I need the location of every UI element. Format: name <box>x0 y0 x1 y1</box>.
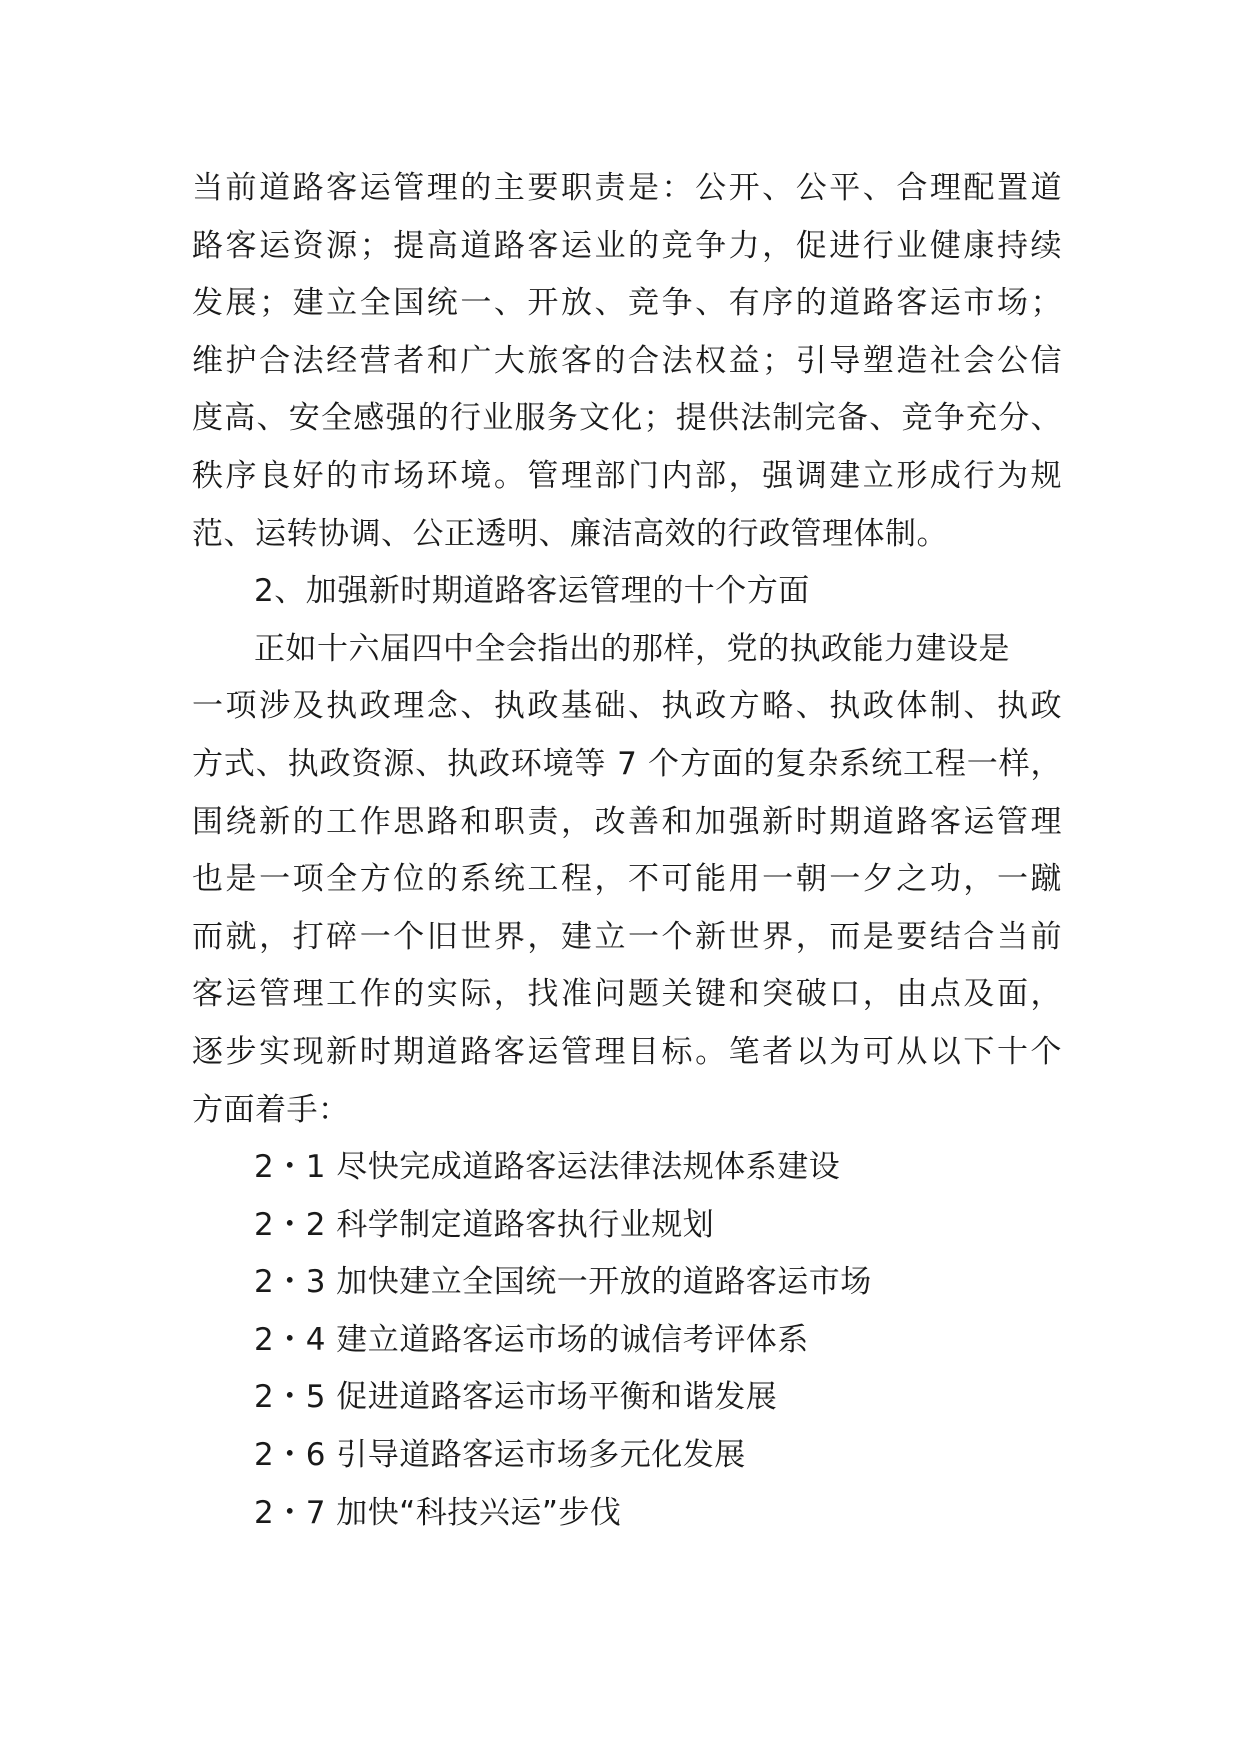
list-item: 2・4 建立道路客运市场的诚信考评体系 <box>254 1321 809 1358</box>
paragraph-2-line-7: 客运管理工作的实际，找准问题关键和突破口，由点及面， <box>192 976 1062 1013</box>
paragraph-2-line-4: 围绕新的工作思路和职责，改善和加强新时期道路客运管理 <box>192 803 1062 840</box>
paragraph-2-line-9: 方面着手： <box>192 1091 350 1128</box>
paragraph-2-line-3: 方式、执政资源、执政环境等 7 个方面的复杂系统工程一样， <box>192 745 1062 782</box>
list-item: 2・2 科学制定道路客执行业规划 <box>254 1206 715 1243</box>
paragraph-2-line-1: 正如十六届四中全会指出的那样，党的执政能力建设是 <box>254 630 1010 667</box>
paragraph-1-line-7: 范、运转协调、公正透明、廉洁高效的行政管理体制。 <box>192 515 948 552</box>
paragraph-2-line-6: 而就，打碎一个旧世界，建立一个新世界，而是要结合当前 <box>192 918 1062 955</box>
paragraph-2-line-2: 一项涉及执政理念、执政基础、执政方略、执政体制、执政 <box>192 688 1062 725</box>
paragraph-1-line-2: 路客运资源；提高道路客运业的竞争力，促进行业健康持续 <box>192 227 1062 264</box>
list-item: 2・3 加快建立全国统一开放的道路客运市场 <box>254 1264 872 1301</box>
paragraph-2-line-8: 逐步实现新时期道路客运管理目标。笔者以为可从以下十个 <box>192 1033 1062 1070</box>
paragraph-1-line-5: 度高、安全感强的行业服务文化；提供法制完备、竞争充分、 <box>192 400 1062 437</box>
paragraph-1-line-1: 当前道路客运管理的主要职责是：公开、公平、合理配置道 <box>192 170 1062 206</box>
paragraph-1-line-4: 维护合法经营者和广大旅客的合法权益；引导塑造社会公信 <box>192 342 1062 379</box>
document-body <box>192 160 1062 1542</box>
section-heading-2: 2、加强新时期道路客运管理的十个方面 <box>254 573 810 610</box>
list-item: 2・6 引导道路客运市场多元化发展 <box>254 1437 746 1474</box>
list-item: 2・5 促进道路客运市场平衡和谐发展 <box>254 1379 778 1416</box>
paragraph-1-line-6: 秩序良好的市场环境。管理部门内部，强调建立形成行为规 <box>192 457 1062 494</box>
paragraph-2-line-5: 也是一项全方位的系统工程，不可能用一朝一夕之功，一蹴 <box>192 861 1062 898</box>
list-item: 2・7 加快“科技兴运”步伐 <box>254 1494 622 1531</box>
paragraph-1-line-3: 发展；建立全国统一、开放、竞争、有序的道路客运市场； <box>192 285 1062 322</box>
list-item: 2・1 尽快完成道路客运法律法规体系建设 <box>254 1149 841 1186</box>
